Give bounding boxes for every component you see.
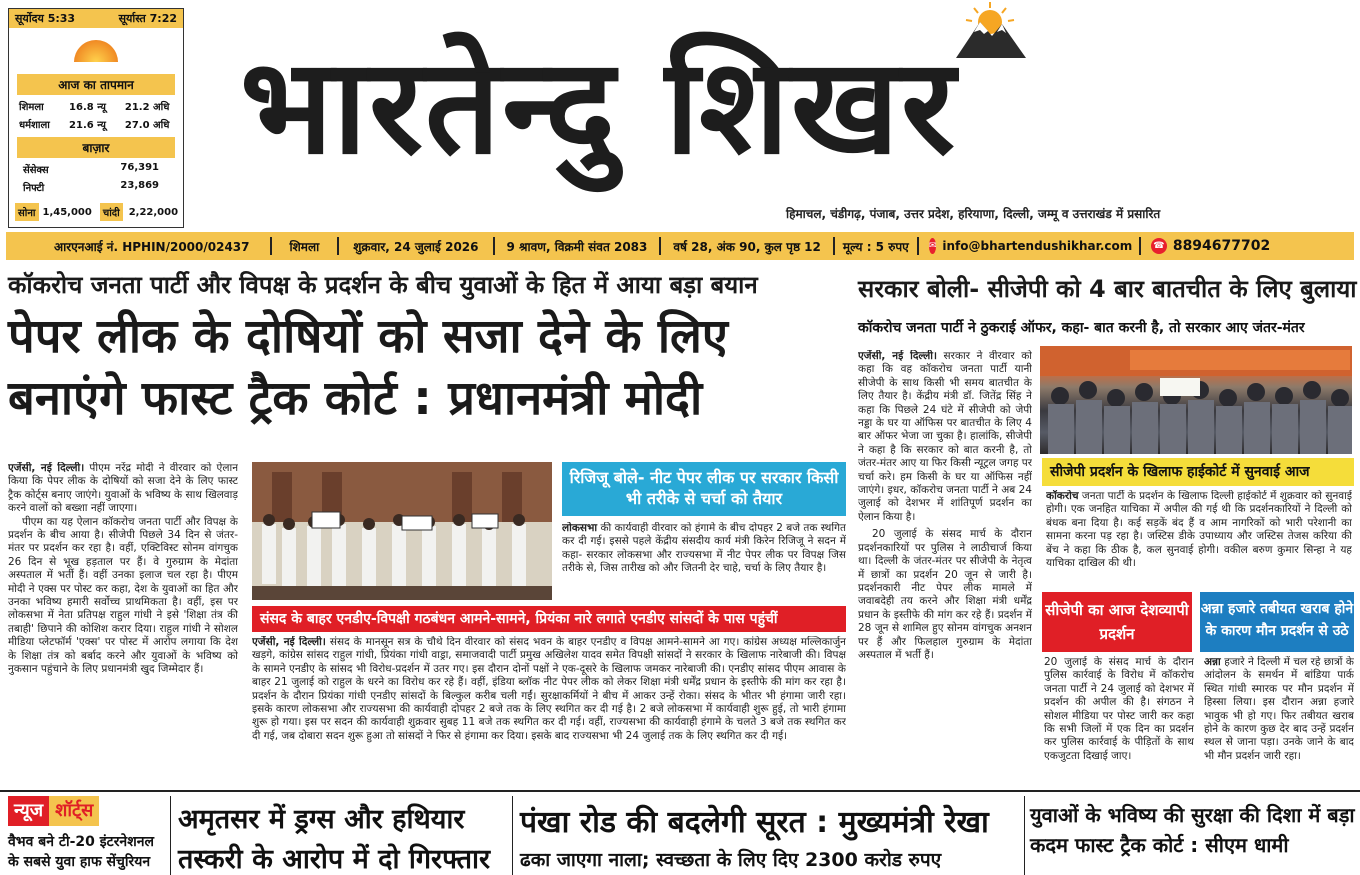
market-title: बाज़ार — [17, 137, 175, 158]
highcourt-body — [1046, 490, 1352, 586]
sunset-text: सूर्यास्त 7:22 — [118, 12, 177, 25]
rijiju-lead: लोकसभा — [562, 522, 598, 534]
highcourt-text: जनता पार्टी के प्रदर्शन के खिलाफ दिल्ली हाईकोर्ट में शुक्रवार को सुनवाई होगी। एक जनहित याचिका में अपील की गई थी कि प्रदर्शनकारियों ने दिल्ली को बंधक बना दिया है। कई सड़कें बंद हैं व आम नागरिकों को भारी परेशानी का सामना करना पड़ रहा है। जस्टिस डीके उपाध्याय और जस्टिस तेजस करिया की बेंच ने कहा कि ठीक है, कल सुनवाई होगी। वकील बरुण कुमार सिन्हा ने यह याचिका दाखिल की थी। — [1046, 490, 1352, 570]
cjp-kicker: सरकार बोली- सीजेपी को 4 बार बातचीत के लिए बुलाया — [858, 275, 1357, 303]
amritsar-headline: अमृतसर में ड्रग्स और हथियार तस्करी के आरोप में दो गिरफ्तार — [178, 804, 491, 875]
masthead-subtitle: हिमाचल, चंडीगढ़, पंजाब, उत्तर प्रदेश, हरियाणा, दिल्ली, जम्मू व उत्तराखंड में प्रसारित — [786, 207, 1161, 221]
rijiju-headline: रिजिजू बोले- नीट पेपर लीक पर सरकार किसी भी तरीके से चर्चा को तैयार — [562, 462, 846, 516]
price: मूल्य : 5 रुपए — [835, 237, 919, 255]
parliament-protest-photo — [252, 462, 552, 600]
masthead-title: भारतेन्दु शिखर — [240, 30, 957, 184]
highcourt-headline: सीजेपी प्रदर्शन के खिलाफ हाईकोर्ट में सुनवाई आज — [1042, 458, 1354, 486]
cjp-dateline: एजेंसी, नई दिल्ली। — [858, 350, 937, 362]
pankha-road-headline: पंखा रोड की बदलेगी सूरत : मुख्यमंत्री रेखा — [520, 805, 989, 840]
cjp-paragraph-2: 20 जुलाई के संसद मार्च के दौरान प्रदर्शनकारियों पर पुलिस ने लाठीचार्ज किया था। दिल्ली के जंतर-मंतर पर सीजेपी के नेतृत्व में छात्रों का प्रदर्शन 20 जून से जारी है। प्रदर्शनकारी नीट पेपर लीक मामले में जवाबदेही तय करने और शिक्षा मंत्री धर्मेंद्र प्रधान के इस्तीफे की मांग कर रहे हैं। प्रदर्शन में 28 जून से शामिल हुए सोनम वांगचुक अनशन पर हैं और फिलहाल गुरुग्राम के मेदांता अस्पताल में भर्ती हैं। — [858, 528, 1032, 661]
rijiju-text: की कार्यवाही वीरवार को हंगामे के बीच दोपहर 2 बजे तक स्थगित कर दी गई। इससे पहले केंद्रीय संसदीय कार्य मंत्री किरेन रिजिजू ने सदन में कहा- सरकार लोकसभा और राज्यसभा में नीट पेपर लीक पर विपक्ष जिस तरीके से, जिस तारीख को और जितनी देर चाहे, चर्चा के लिए तैयार है। — [562, 522, 846, 575]
market-row-1: सेंसेक्स 76,391 — [23, 162, 159, 176]
parliament-body — [252, 636, 846, 784]
news-shorts-text: वैभव बने टी-20 इंटरनेशनल के सबसे युवा हाफ सेंचुरियन — [8, 834, 154, 870]
parliament-headline: संसद के बाहर एनडीए-विपक्षी गठबंधन आमने-सामने, प्रियंका नारे लगाते एनडीए सांसदों के पास पहुंचीं — [252, 606, 846, 632]
phone-block — [1141, 237, 1280, 255]
temp-row-2: धर्मशाला 21.6 न्यू 27.0 अधि — [19, 120, 170, 131]
anna-body — [1204, 656, 1354, 786]
lead-paragraph-1: पीएम नरेंद्र मोदी ने वीरवार को ऐलान किया कि पेपर लीक के दोषियों को सजा देने के लिए फास्ट ट्रैक कोर्ट्स बनाए जाएंगे। युवाओं के भविष्य के साथ खिलवाड़ करने वालों को बख्शा नहीं जाएगा। — [8, 462, 238, 515]
cjp-today-headline: सीजेपी का आज देशव्यापी प्रदर्शन — [1042, 592, 1192, 652]
anna-text: हजारे ने दिल्ली में चल रहे छात्रों के आंदोलन के समर्थन में बांडिया पार्क स्थित गांधी स्मारक पर मौन प्रदर्शन में हिस्सा लिया। इस दौरान अन्ना हजारे भावुक भी हो गए। फिर तबीयत खराब होने के कारण कुछ देर बाद उन्हें प्रदर्शन स्थल से जाना पड़ा। उनके जाने के बाद भी मौन प्रदर्शन जारी रहा। — [1204, 656, 1354, 762]
issue-date: शुक्रवार, 24 जुलाई 2026 — [339, 237, 494, 255]
email-block — [919, 237, 1141, 255]
cjp-body — [858, 350, 1032, 786]
sunrise-text: सूर्योदय 5:33 — [15, 12, 76, 25]
cjp-paragraph-1: सरकार ने वीरवार को कहा कि वह कॉकरोच जनता पार्टी यानी सीजेपी के साथ किसी भी समय बातचीत के लिए तैयार है। केंद्रीय मंत्री डॉ. जितेंद्र सिंह ने कहा कि पिछले 24 घंटे में सीजेपी को जेपी नड्डा के घर या ऑफिस पर बातचीत के लिए 4 बार ऑफर भेजा जा चुका है। हालांकि, सीजेपी ने कहा है कि सरकार को बात करनी है, तो जंतर-मंतर आए या फिर किसी न्यूट्रल जगह पर चर्चा करे। हम किसी के घर या ऑफिस नहीं जाएंगे। इधर, कॉकरोच जनता पार्टी ने अब 24 जुलाई को देशभर में शांतिपूर्ण प्रदर्शन का ऐलान किया है। — [858, 350, 1032, 523]
gold-silver-row — [15, 203, 178, 221]
silver-value: 2,22,000 — [128, 206, 179, 218]
anna-headline: अन्ना हजारे तबीयत खराब होने के कारण मौन प्रदर्शन से उठे — [1200, 592, 1354, 652]
pankha-road-subheadline: ढका जाएगा नाला; स्वच्छता के लिए दिए 2300 करोड रुपए — [520, 849, 942, 871]
temperature-title: आज का तापमान — [17, 74, 175, 95]
edition-city: शिमला — [272, 237, 340, 255]
lead-body — [8, 462, 238, 784]
news-shorts-news: न्यूज — [8, 796, 49, 826]
gold-label: सोना — [15, 203, 39, 221]
parliament-text: संसद के मानसून सत्र के चौथे दिन वीरवार को संसद भवन के बाहर एनडीए व विपक्ष आमने-सामने आ गए। कांग्रेस अध्यक्ष मल्लिकार्जुन खड़गे, कांग्रेस सांसद राहुल गांधी, प्रियंका गांधी वाड्रा, समाजवादी पार्टी प्रमुख अखिलेश यादव समेत विपक्षी सांसदों ने सरकार के खिलाफ नारेबाजी की। विपक्ष के सामने एनडीए के सांसद भी विरोध-प्रदर्शन में उतर गए। इस दौरान दोनों पक्षों ने एक-दूसरे के खिलाफ जमकर नारेबाजी की। एनडीए सांसद पीएम आवास के बाहर 21 जुलाई को राहुल के धरने का विरोध कर रहे हैं। वहीं, इंडिया ब्लॉक नीट पेपर लीक को लेकर शिक्षा मंत्री धर्मेंद्र प्रधान के इस्तीफे की मांग कर रहा है। प्रदर्शन के दौरान प्रियंका गांधी एनडीए सांसदों के बिल्कुल करीब चली गईं। सुरक्षाकर्मियों ने बीच में आकर उन्हें रोका। संसद के भीतर भी हंगामा जारी रहा। इसके कारण लोकसभा और राज्यसभा की कार्यवाही दोपहर 2 बजे तक के लिए स्थगित कर दी गई है। 2 बजे लोकसभा में कार्यवाही शुरू हुई, तो भारी हंगामा शुरू हो गया। इस पर सदन की कार्यवाही शुक्रवार सुबह 11 बजे तक स्थगित कर दी गई। वहीं, राज्यसभा की कार्यवाही हंगामे के चलते 3 बजे तक स्थगित कर दी गई, जब दोबारा सदन शुरू हुआ तो सांसदों ने फिर से हंगामा कर दिया। इसके बाद राज्यसभा भी 24 जुलाई तक के लिए स्थगित कर दी गई। — [252, 636, 846, 742]
lead-headline — [8, 306, 848, 430]
temp-row-1: शिमला 16.8 न्यू 21.2 अधि — [19, 102, 170, 113]
news-shorts-badge — [8, 796, 166, 826]
sun-icon — [9, 28, 183, 74]
parliament-dateline: एजेंसी, नई दिल्ली। — [252, 636, 326, 648]
column-divider — [1024, 796, 1025, 875]
issue-number: वर्ष 28, अंक 90, कुल पृष्ठ 12 — [661, 237, 835, 255]
bottom-divider — [0, 790, 1360, 792]
lead-headline-line2: बनाएंगे फास्ट ट्रैक कोर्ट : प्रधानमंत्री मोदी — [8, 371, 703, 426]
lead-dateline: एजेंसी, नई दिल्ली। — [8, 462, 85, 474]
lead-headline-line1: पेपर लीक के दोषियों को सजा देने के लिए — [8, 309, 728, 364]
rni-number: आरएनआई नं. HPHIN/2000/02437 — [6, 237, 272, 255]
news-shorts-label: शॉर्ट्स — [49, 796, 99, 826]
column-divider — [170, 796, 171, 875]
samvat-date: 9 श्रावण, विक्रमी संवत 2083 — [495, 237, 662, 255]
email-icon: ✉ — [929, 238, 937, 254]
mountain-logo-icon — [950, 0, 1030, 60]
column-divider — [512, 796, 513, 875]
sun-times-row — [9, 9, 183, 28]
email-text[interactable]: info@bhartendushikhar.com — [942, 239, 1133, 253]
silver-label: चांदी — [100, 203, 123, 221]
rijiju-body — [562, 522, 846, 598]
jantar-mantar-protest-photo — [1040, 346, 1352, 454]
highcourt-lead: कॉकरोच — [1046, 490, 1079, 502]
market-row-2: निफ्टी 23,869 — [23, 180, 159, 194]
lead-kicker: कॉकरोच जनता पार्टी और विपक्ष के प्रदर्शन के बीच युवाओं के हित में आया बड़ा बयान — [8, 271, 758, 299]
info-bar — [6, 232, 1354, 260]
cjp-subkicker: कॉकरोच जनता पार्टी ने ठुकराई ऑफर, कहा- बात करनी है, तो सरकार आए जंतर-मंतर — [858, 320, 1305, 336]
student-crowd-illustration — [1040, 346, 1352, 454]
phone-text[interactable]: 8894677702 — [1172, 238, 1271, 254]
protest-crowd-illustration — [252, 462, 552, 600]
gold-value: 1,45,000 — [42, 206, 92, 218]
dhami-headline: युवाओं के भविष्य की सुरक्षा की दिशा में बड़ा कदम फास्ट ट्रैक कोर्ट : सीएम धामी — [1030, 803, 1355, 857]
anna-lead: अन्ना — [1204, 656, 1221, 668]
cjp-today-body: 20 जुलाई के संसद मार्च के दौरान पुलिस कार्रवाई के विरोध में कॉकरोच जनता पार्टी ने 24 जुलाई को देशभर में प्रदर्शन की अपील की है। संगठन ने सोशल मीडिया पर पोस्ट जारी कर कहा कि सभी जिलों में एक दिन का प्रदर्शन कर पुलिस कार्रवाई के पीड़ितों के साथ एकजुटता दिखाई जाए। — [1044, 656, 1194, 762]
phone-icon: ☎ — [1151, 238, 1167, 254]
lead-paragraph-2: पीएम का यह ऐलान कॉकरोच जनता पार्टी और विपक्ष के प्रदर्शन के बीच आया है। सीजेपी पिछले 34 दिन से जंतर-मंतर पर प्रदर्शन कर रहा है। वहीं, एक्टिविस्ट सोनम वांगचुक 26 दिन से भूख हड़ताल पर हैं। वे गुरुग्राम के मेदांता अस्पताल में भर्ती हैं। वहीं उनका इलाज चल रहा है। पीएम मोदी ने एक्स पर पोस्ट कर कहा, देश के युवाओं का हित और उनका भविष्य हमारी सर्वोच्च प्राथमिकता है। वहीं, इस पर लोकसभा में नेता प्रतिपक्ष राहुल गांधी ने इसे 'शिक्षा तंत्र की तबाही' छिपाने की कोशिश करार दिया। राहुल गांधी ने सोशल मीडिया प्लेटफॉर्म 'एक्स' पर पोस्ट में आरोप लगाया कि देश के शिक्षा तंत्र को बर्बाद करने और युवाओं के भविष्य को नुकसान पहुंचाने के लिए प्रधानमंत्री खुद जिम्मेदार हैं। — [8, 515, 238, 676]
weather-market-box — [8, 8, 184, 228]
